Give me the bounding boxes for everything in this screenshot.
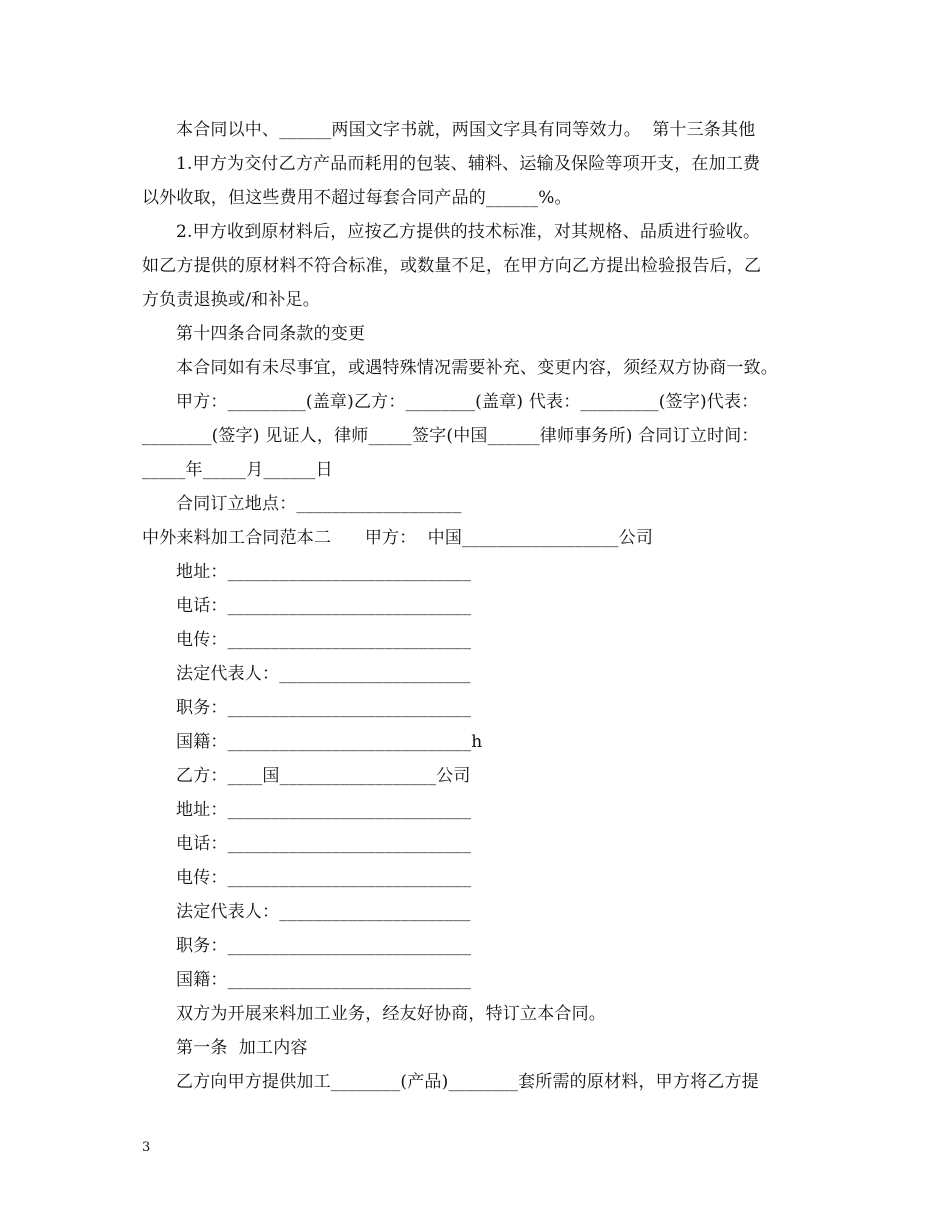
form-field-line: 电传：____________________________ [176,868,472,888]
text-line: 合同订立地点：___________________ [176,494,462,514]
text-line: 如乙方提供的原材料不符合标准，或数量不足，在甲方向乙方提出检验报告后，乙 [142,256,762,276]
form-field-line: 电话：____________________________ [176,596,472,616]
form-field-line: 地址：____________________________ [176,800,472,820]
text-line: 双方为开展来料加工业务，经友好协商，特订立本合同。 [176,1004,606,1024]
text-line: 2.甲方收到原材料后，应按乙方提供的技术标准，对其规格、品质进行验收。 [176,222,761,242]
text-line: _____年_____月______日 [142,460,333,480]
text-line: 1.甲方为交付乙方产品而耗用的包装、辅料、运输及保险等项开支，在加工费 [176,154,761,174]
form-field-line: 国籍：____________________________ [176,970,472,990]
form-field-line: 法定代表人：______________________ [176,664,471,684]
text-line: 以外收取，但这些费用不超过每套合同产品的______%。 [142,188,572,208]
text-line: 甲方：_________(盖章)乙方：________(盖章) 代表：_________(签字)代表： [176,392,759,412]
form-field-line: 电话：____________________________ [176,834,472,854]
document-title-line: 中外来料加工合同范本二 甲方： 中国__________________公司 [142,528,654,548]
text-line: 本合同如有未尽事宜，或遇特殊情况需要补充、变更内容，须经双方协商一致。 [176,358,778,378]
section-heading: 第十四条合同条款的变更 [176,324,366,344]
text-line: 乙方向甲方提供加工________(产品)________套所需的原材料，甲方将乙方提 [176,1072,759,1092]
form-field-line: 国籍：____________________________h [176,732,483,752]
form-field-line: 地址：____________________________ [176,562,472,582]
text-line: ________(签字) 见证人，律师_____签字(中国______律师事务所) 合同订立时间： [142,426,759,446]
form-field-line: 乙方：____国__________________公司 [176,766,471,786]
form-field-line: 电传：____________________________ [176,630,472,650]
text-line: 方负责退换或/和补足。 [142,290,320,310]
text-line: 本合同以中、______两国文字书就，两国文字具有同等效力。 第十三条其他 [176,120,756,140]
form-field-line: 职务：____________________________ [176,936,472,956]
form-field-line: 职务：____________________________ [176,698,472,718]
section-heading: 第一条 加工内容 [176,1038,308,1058]
page-number: 3 [142,1140,151,1155]
form-field-line: 法定代表人：______________________ [176,902,471,922]
